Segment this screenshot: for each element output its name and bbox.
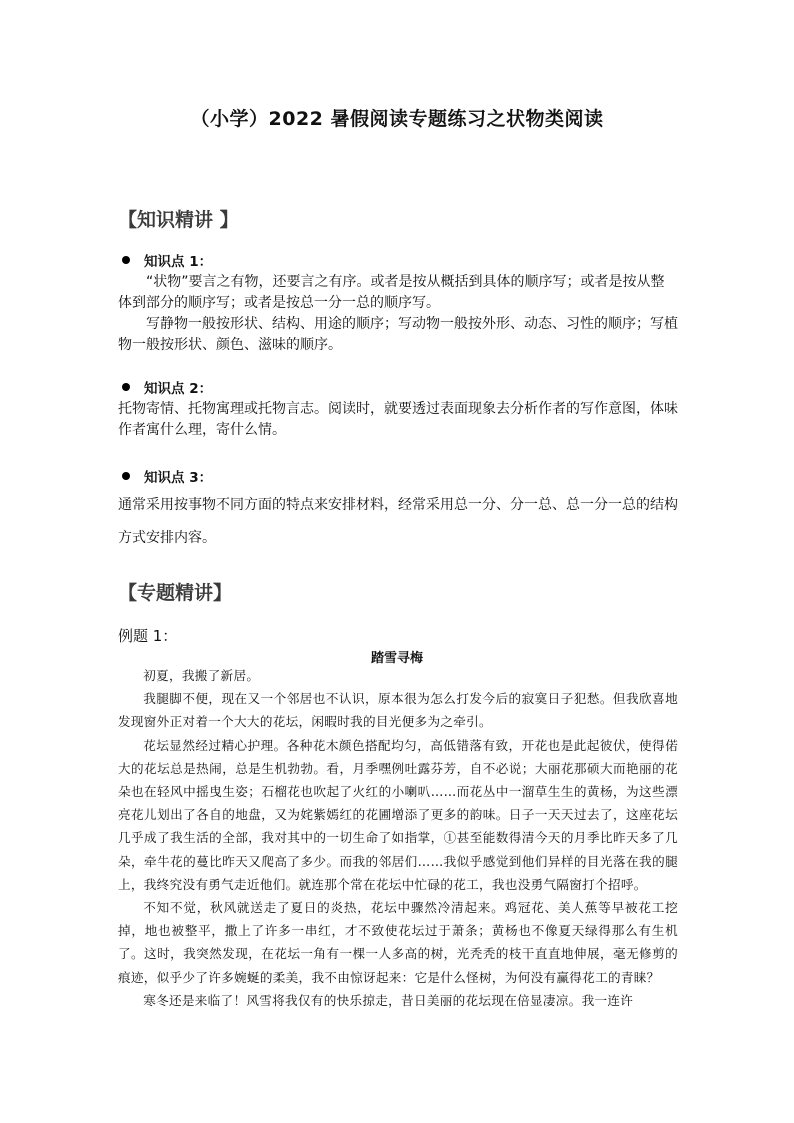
paragraph: 通常采用按事物不同方面的特点来安排材料，经常采用总一分、分一总、总一分一总的结构方式安排内容。 (118, 497, 678, 546)
article-title: 踏雪寻梅 (370, 651, 423, 666)
knowledge-point-3-text (118, 489, 678, 555)
knowledge-point-2-text (118, 399, 678, 441)
bullet-icon (122, 256, 130, 264)
page-title: （小学）2022 暑假阅读专题练习之状物类阅读 (190, 108, 604, 130)
bullet-icon (122, 472, 130, 480)
article-paragraph: 初夏，我搬了新居。 (143, 668, 260, 683)
example-label: 例题 1： (118, 627, 178, 645)
knowledge-point-3 (118, 466, 212, 486)
section-heading-knowledge: 【知识精讲 】 (118, 209, 239, 231)
paragraph: 托物寄情、托物寓理或托物言志。阅读时，就要透过表面现象去分析作者的写作意图，体味作者寓什么理，寄什么情。 (118, 401, 678, 438)
bullet-icon (122, 383, 130, 391)
section-heading-topic: 【专题精讲】 (118, 582, 233, 604)
article-body (118, 664, 678, 1012)
article-paragraph: 我腿脚不便，现在又一个邻居也不认识，原本很为怎么打发今后的寂寞日子犯愁。但我欣喜地发现窗外正对着一个大大的花坛，闲暇时我的目光便多为之牵引。 (118, 691, 678, 730)
article-paragraph: 寒冬还是来临了！风雪将我仅有的快乐掠走，昔日美丽的花坛现在倍显凄凉。我一连许 (143, 992, 634, 1008)
article-paragraph: 不知不觉，秋风就送走了夏日的炎热，花坛中骤然冷清起来。鸡冠花、美人蕉等早被花工挖掉，地也被整平，撒上了许多一串红，才不致使花坛过于萧条；黄杨也不像夏天绿得那么有生机了。这时，我突然发现，在花坛一角有一棵一人多高的树，光秃秃的枝干直直地伸展，毫无修剪的痕迹，似乎少了许多婉蜒的柔美，我不由惊讶起来：它是什么怪树，为何没有赢得花工的青睐？ (118, 900, 678, 985)
knowledge-point-1-text (118, 272, 678, 356)
paragraph: “状物”要言之有物，还要言之有序。或者是按从概括到具体的顺序写；或者是按从整体到部分的顺序写；或者是按总一分一总的顺序写。 (118, 274, 665, 311)
knowledge-point-label: 知识点 1： (144, 254, 213, 270)
knowledge-point-label: 知识点 3： (144, 470, 213, 486)
knowledge-point-label: 知识点 2： (144, 381, 213, 397)
knowledge-point-1 (118, 250, 212, 270)
knowledge-point-2 (118, 377, 212, 397)
article-paragraph: 花坛显然经过精心护理。各种花木颜色搭配均匀，高低错落有致，开花也是此起彼伏，使得偌大的花坛总是热闹，总是生机勃勃。看，月季嘿例吐露芬芳，自不必说；大丽花那硕大而艳丽的花朵也在轻风中摇曳生姿；石榴花也吹起了火红的小喇叭……而花丛中一溜草生生的黄杨，为这些漂亮花儿划出了各自的地盘，又为姹紫嫣红的花圃增添了更多的韵味。日子一天天过去了，这座花坛几乎成了我生活的全部，我对其中的一切生命了如指掌，①甚至能数得清今天的月季比昨天多了几朵，牵牛花的蔓比昨天又爬高了多少。而我的邻居们……我似乎感觉到他们异样的目光落在我的腿上，我终究没有勇气走近他们。就连那个常在花坛中忙碌的花工，我也没勇气隔窗打个招呼。 (118, 737, 678, 892)
paragraph: 写静物一般按形状、结构、用途的顺序；写动物一般按外形、动态、习性的顺序；写植物一般按形状、颜色、滋味的顺序。 (118, 316, 678, 353)
